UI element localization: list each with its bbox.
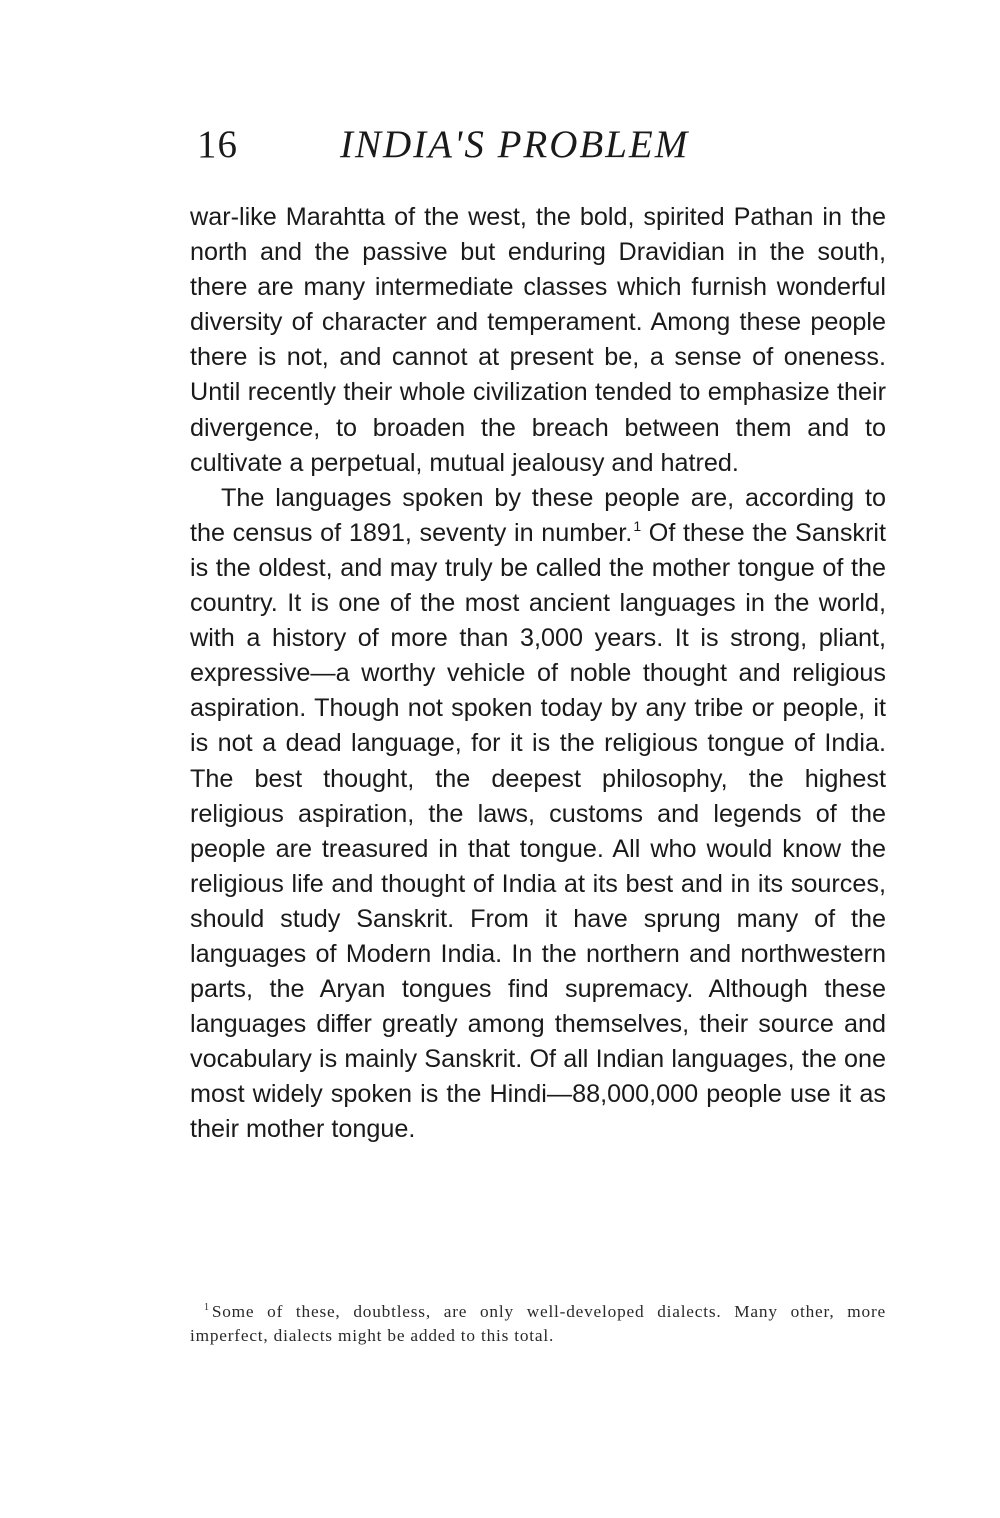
- running-title: INDIA'S PROBLEM: [340, 123, 690, 166]
- footnote-reference-marker: 1: [633, 518, 642, 535]
- paragraph-2-text-before-note: The languages spoken by these people are, according to the census of 1891, seventy in number.: [190, 483, 886, 547]
- paragraph-2: [190, 481, 886, 1148]
- paragraph-1: war-like Marahtta of the west, the bold, spirited Pathan in the north and the passive but enduring Dravidian in the south, there are many intermediate classes which furnish wonderful diversity of character and temperament. Among these people there is not, and cannot at present be, a sense of oneness. Until recently their whole civilization tended to emphasize their divergence, to broaden the breach between them and to cultivate a perpetual, mutual jealousy and hatred.: [190, 203, 886, 477]
- footnote: [190, 1300, 886, 1348]
- page-number: 16: [197, 123, 238, 166]
- body-text: [190, 200, 886, 1148]
- footnote-text: Some of these, doubtless, are only well-developed dialects. Many other, more imperfect, dialects might be added to this total.: [190, 1302, 886, 1345]
- footnote-paragraph: [190, 1300, 886, 1348]
- page-header: [197, 122, 897, 182]
- paragraph-2-text-after-note: Of these the Sanskrit is the oldest, and may truly be called the mother tongue of the country. It is one of the most ancient languages in the world, with a history of more than 3,000 years. It is strong, pliant, expressive—a worthy vehicle of noble thought and religious aspiration. Though not spoken today by any tribe or people, it is not a dead language, for it is the religious tongue of India. The best thought, the deepest philosophy, the highest religious aspiration, the laws, customs and legends of the people are treasured in that tongue. All who would know the religious life and thought of India at its best and in its sources, should study Sanskrit. From it have sprung many of the languages of Modern India. In the northern and northwestern parts, the Aryan tongues find supremacy. Although these languages differ greatly among themselves, their source and vocabulary is mainly Sanskrit. Of all Indian languages, the one most widely spoken is the Hindi—88,000,000 people use it as their mother tongue.: [190, 518, 886, 1144]
- footnote-marker: 1: [204, 1302, 210, 1314]
